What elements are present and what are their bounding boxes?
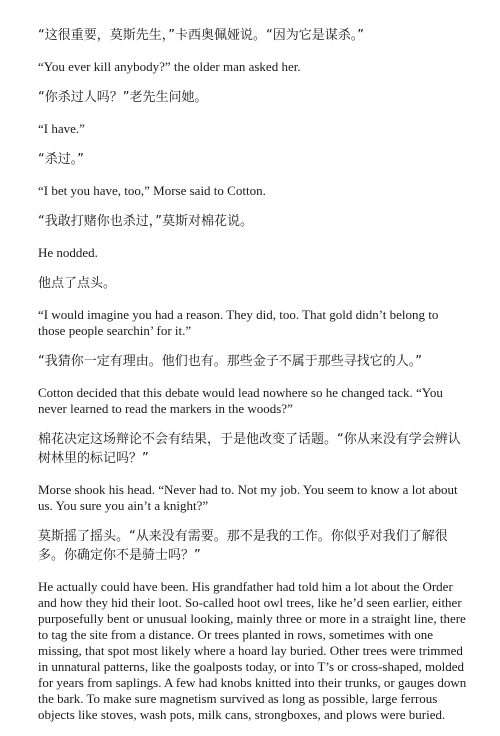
paragraph-zh-5: 他点了点头。 [38,276,117,291]
paragraph-en-3: “I bet you have, too,” Morse said to Cotton. [38,183,266,198]
paragraph-en-1: “You ever kill anybody?” the older man asked her. [38,59,301,74]
paragraph-zh-6: “我猜你一定有理由。他们也有。那些金子不属于那些寻找它的人。” [38,354,422,369]
document-page [38,26,468,736]
paragraph-zh-7: 棉花决定这场辩论不会有结果，于是他改变了话题。“你从来没有学会辨认树林里的标记吗？” [38,432,461,466]
paragraph-zh-8: 莫斯摇了摇头。“从来没有需要。那不是我的工作。你似乎对我们了解很多。你确定你不是骑士吗？” [38,529,448,563]
paragraph-en-5: “I would imagine you had a reason. They did, too. That gold didn’t belong to those people searchin’ for it.” [38,307,439,338]
paragraph-zh-2: “你杀过人吗？”老先生问她。 [38,90,208,105]
paragraph-zh-3: “杀过。” [38,152,84,167]
paragraph-en-7: Morse shook his head. “Never had to. Not my job. You seem to know a lot about us. You sure you ain’t a knight?” [38,482,458,513]
paragraph-en-2: “I have.” [38,121,85,136]
paragraph-zh-4: “我敢打赌你也杀过，”莫斯对棉花说。 [38,214,253,229]
paragraph-en-6: Cotton decided that this debate would lead nowhere so he changed tack. “You never learned to read the markers in the woods?” [38,385,443,416]
paragraph-en-8: He actually could have been. His grandfather had told him a lot about the Order and how they hid their loot. So-called hoot owl trees, like he’d seen earlier, either purposefully bent or unusual looking, mainly three or more in a straight line, there to tag the site from a distance. Or trees planted in rows, sometimes with one missing, that spot most likely where a hoard lay buried. Other trees were trimmed in unnatural patterns, like the goalposts today, or into T’s or cross-shaped, molded for years from saplings. A few had knobs knitted into their trunks, or gauges down the bark. To make sure magnetism survived as long as possible, large ferrous objects like stoves, wash pots, milk cans, strongboxes, and plows were buried. [38,579,467,722]
paragraph-zh-1: “这很重要，莫斯先生，”卡西奥佩娅说。“因为它是谋杀。” [38,28,364,43]
paragraph-en-4: He nodded. [38,245,98,260]
